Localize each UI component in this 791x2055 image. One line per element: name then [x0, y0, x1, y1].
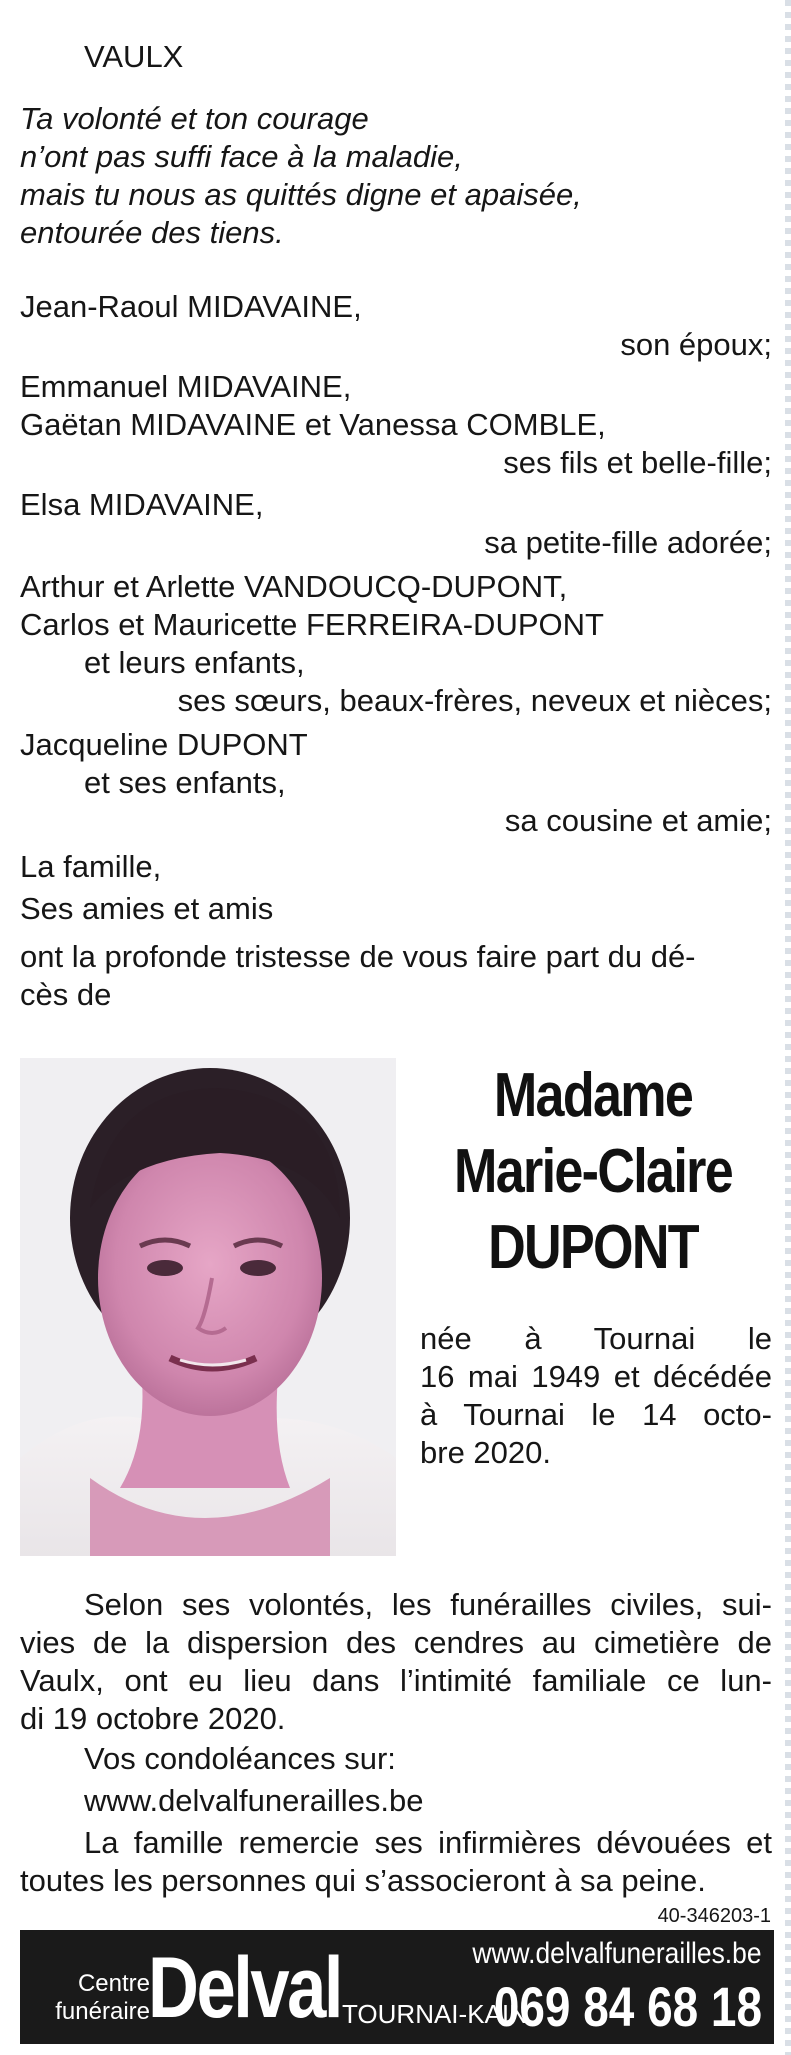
funeral-line: Vaulx, ont eu lieu dans l’intimité familiale ce lun- — [20, 1663, 772, 1698]
deceased-last-name: DUPONT — [488, 1213, 698, 1282]
centre-funeraire-label — [40, 1970, 150, 2026]
poem-line-3: mais tu nous as quittés digne et apaisée, — [20, 177, 582, 212]
bio-line: née à Tournai le — [420, 1321, 772, 1356]
bio-line: bre 2020. — [420, 1435, 551, 1470]
family-line: et ses enfants, — [84, 765, 286, 800]
banner-city: TOURNAI-KAIN — [342, 1999, 528, 2029]
condolences-label: Vos condoléances sur: — [84, 1741, 396, 1776]
announcement-line: ont la profonde tristesse de vous faire part du dé- — [20, 939, 696, 974]
family-line: et leurs enfants, — [84, 645, 305, 680]
family-line: Arthur et Arlette VANDOUCQ-DUPONT, — [20, 569, 568, 604]
family-line: Gaëtan MIDAVAINE et Vanessa COMBLE, — [20, 407, 606, 442]
family-relation: son époux; — [620, 327, 772, 362]
family-relation: ses fils et belle-fille; — [503, 445, 772, 480]
portrait-photo — [20, 1058, 396, 1556]
family-line: Emmanuel MIDAVAINE, — [20, 369, 352, 404]
family-line: Ses amies et amis — [20, 891, 274, 926]
family-line: Jacqueline DUPONT — [20, 727, 308, 762]
poem-line-4: entourée des tiens. — [20, 215, 284, 250]
family-relation: sa petite-fille adorée; — [484, 525, 772, 560]
funeral-line: di 19 octobre 2020. — [20, 1701, 286, 1736]
funeral-home-banner — [20, 1930, 774, 2044]
funeral-line: vies de la dispersion des cendres au cimetière de — [20, 1625, 772, 1660]
poem-line-2: n’ont pas suffi face à la maladie, — [20, 139, 463, 174]
thanks-paragraph — [20, 1824, 772, 1900]
reference-number: 40-346203-1 — [657, 1905, 771, 1927]
banner-website[interactable]: www.delvalfunerailles.be — [472, 1937, 762, 1970]
bio-line: 16 mai 1949 et décédée — [420, 1359, 772, 1394]
poem-line-1: Ta volonté et ton courage — [20, 101, 369, 136]
birth-death-details — [420, 1320, 772, 1472]
family-line: Jean-Raoul MIDAVAINE, — [20, 289, 362, 324]
place-heading: VAULX — [84, 39, 184, 74]
thanks-line: La famille remercie ses infirmières dévouées et — [84, 1825, 772, 1860]
portrait-image — [20, 1058, 396, 1556]
bio-line: à Tournai le 14 octo- — [420, 1397, 772, 1432]
deceased-first-name: Marie-Claire — [454, 1137, 732, 1206]
family-line: La famille, — [20, 849, 162, 884]
family-relation: ses sœurs, beaux-frères, neveux et nièces; — [177, 683, 772, 718]
funeral-paragraph — [20, 1586, 772, 1738]
thanks-line: toutes les personnes qui s’associeront à sa peine. — [20, 1863, 706, 1898]
family-line: Elsa MIDAVAINE, — [20, 487, 264, 522]
funeral-line: Selon ses volontés, les funérailles civiles, sui- — [84, 1587, 772, 1622]
announcement-line: cès de — [20, 977, 112, 1012]
funeraire-label: funéraire — [55, 1998, 150, 2025]
centre-label: Centre — [77, 1970, 150, 1997]
banner-phone[interactable]: 069 84 68 18 — [493, 1975, 762, 2038]
deceased-name — [441, 1058, 745, 1286]
brand-logo-text: Delval — [148, 1940, 342, 2036]
family-line: Carlos et Mauricette FERREIRA-DUPONT — [20, 607, 604, 642]
condolences-website[interactable]: www.delvalfunerailles.be — [84, 1783, 424, 1818]
family-relation: sa cousine et amie; — [504, 803, 772, 838]
deceased-title: Madame — [493, 1061, 693, 1130]
